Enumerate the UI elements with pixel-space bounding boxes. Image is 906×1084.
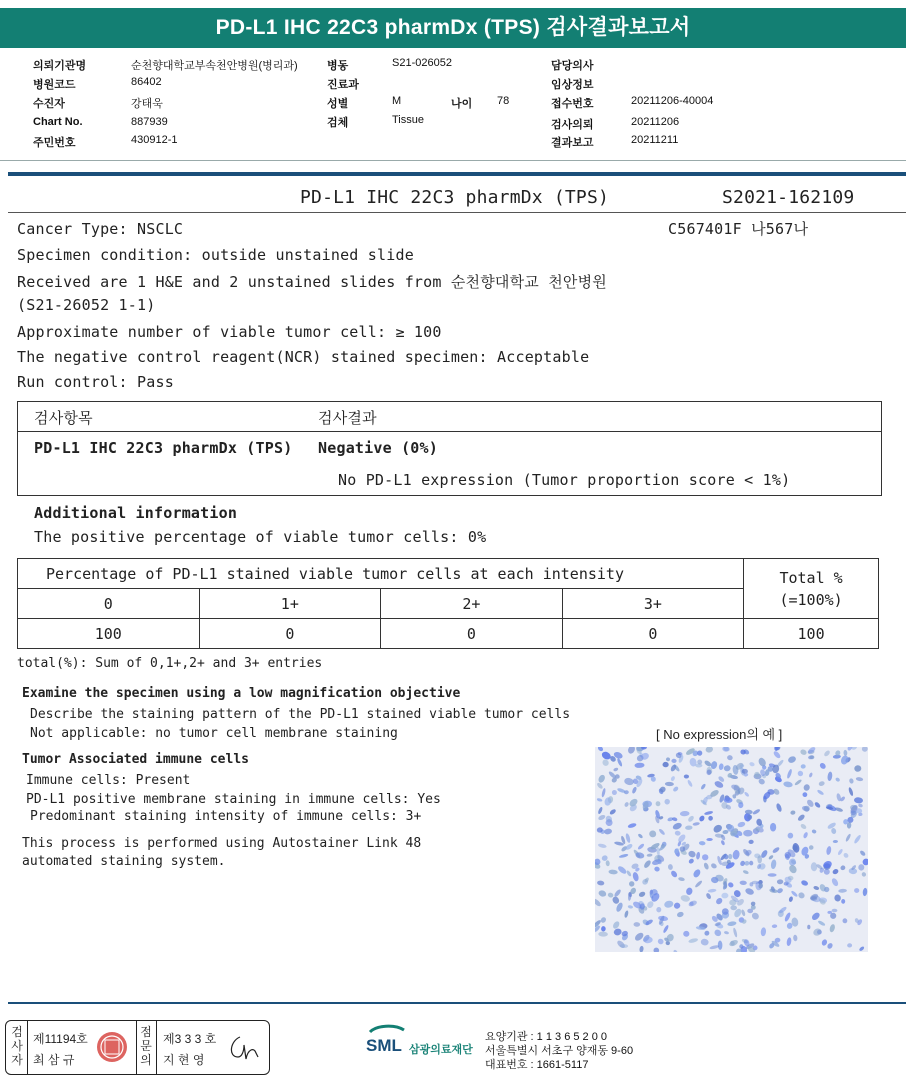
- footer-line: 대표번호 : 1661-5117: [485, 1059, 589, 1071]
- meta-value: 순천향대학교부속천안병원(병리과): [131, 60, 298, 72]
- meta-label: 병동: [327, 60, 349, 72]
- meta-label: 의뢰기관명: [33, 60, 87, 72]
- meta-value-age: 78: [497, 95, 510, 107]
- meta-value: 20211206-40004: [631, 95, 714, 107]
- seal-stamp: [95, 1030, 129, 1064]
- logo-text: SML: [366, 1036, 402, 1055]
- result-col-result: 검사결과: [318, 409, 377, 427]
- report-line: Run control: Pass: [17, 373, 174, 391]
- meta-label: 진료과: [327, 79, 359, 91]
- result-value: Negative (0%): [318, 439, 438, 457]
- divider: [0, 160, 906, 161]
- image-caption: [ No expression의 예 ]: [656, 727, 783, 742]
- immune-line: Predominant staining intensity of immune cells: 3+: [30, 809, 422, 824]
- meta-label: 접수번호: [551, 98, 594, 110]
- meta-value: Tissue: [392, 114, 424, 126]
- meta-value: S21-026052: [392, 57, 452, 69]
- meta-value: 강태욱: [131, 98, 163, 110]
- intensity-cell: 1+: [199, 589, 381, 619]
- pathologist-name: 최 삼 규: [33, 1053, 75, 1067]
- test-title: PD-L1 IHC 22C3 pharmDx (TPS): [300, 187, 610, 208]
- meta-value: 86402: [131, 76, 162, 88]
- report-line: The negative control reagent(NCR) stained specimen: Acceptable: [17, 348, 590, 366]
- meta-label: 결과보고: [551, 137, 594, 149]
- meta-label: 성별: [327, 98, 349, 110]
- report-title: PD-L1 IHC 22C3 pharmDx (TPS) 검사결과보고서: [0, 8, 906, 48]
- nucleus: [824, 869, 830, 875]
- meta-label: Chart No.: [33, 116, 83, 128]
- meta-label: 검사의뢰: [551, 119, 594, 131]
- report-line: Received are 1 H&E and 2 unstained slides from 순천향대학교 천안병원: [17, 273, 607, 291]
- divider-thin: [8, 212, 906, 213]
- license-number: 제11194호: [33, 1032, 88, 1046]
- value-cell: 100: [18, 619, 200, 649]
- org-name: 삼광의료재단: [409, 1044, 473, 1056]
- footer-line: 서울특별시 서초구 양재동 9-60: [485, 1045, 634, 1057]
- pct-table-header: Percentage of PD-L1 stained viable tumor cells at each intensity: [18, 559, 744, 589]
- meta-value: 20211206: [631, 116, 680, 128]
- immune-line: PD-L1 positive membrane staining in immune cells: Yes: [26, 792, 441, 807]
- immune-line: Immune cells: Present: [26, 773, 191, 788]
- value-cell: 0: [562, 619, 744, 649]
- process-line: automated staining system.: [22, 854, 226, 869]
- report-number: S2021-162109: [722, 187, 855, 208]
- report-line: Specimen condition: outside unstained slide: [17, 246, 414, 264]
- intensity-cell: 3+: [562, 589, 744, 619]
- table-note: total(%): Sum of 0,1+,2+ and 3+ entries: [17, 656, 323, 671]
- additional-title: Additional information: [34, 504, 238, 522]
- signature-box: [5, 1020, 270, 1075]
- signature-left-label: 검 사 자: [11, 1025, 23, 1067]
- footer-line: 요양기관 : 1 1 3 6 5 2 0 0: [485, 1031, 608, 1043]
- meta-label: 담당의사: [551, 60, 594, 72]
- meta-value: 20211211: [631, 134, 679, 146]
- specimen-code: C567401F 나567나: [668, 220, 809, 238]
- divider-thick: [8, 172, 906, 176]
- total-header-2: (=100%): [779, 590, 843, 609]
- meta-value: 430912-1: [131, 134, 178, 146]
- meta-label: 주민번호: [33, 137, 76, 149]
- meta-value: 887939: [131, 116, 168, 128]
- total-header-1: Total %: [779, 568, 843, 587]
- nucleus: [768, 873, 777, 876]
- additional-text: The positive percentage of viable tumor cells: 0%: [34, 528, 487, 546]
- result-col-item: 검사항목: [34, 409, 93, 427]
- meta-label: 수진자: [33, 98, 65, 110]
- meta-label: 검체: [327, 117, 349, 129]
- intensity-cell: 2+: [381, 589, 563, 619]
- handwritten-signature: [226, 1031, 264, 1063]
- examine-line: Describe the staining pattern of the PD-L1 stained viable tumor cells: [30, 707, 571, 722]
- meta-label: 임상정보: [551, 79, 594, 91]
- meta-label: 병원코드: [33, 79, 76, 91]
- meta-label-age: 나이: [451, 98, 473, 110]
- report-line: (S21-26052 1-1): [17, 296, 156, 314]
- result-box: [17, 401, 882, 496]
- meta-value: M: [392, 95, 402, 107]
- percentage-table: [17, 558, 879, 649]
- nucleus: [702, 854, 708, 860]
- license-number: 제3 3 3 호: [163, 1032, 217, 1046]
- result-box-divider: [18, 431, 881, 432]
- signature-right-label: 점 문 의: [140, 1025, 152, 1067]
- result-item: PD-L1 IHC 22C3 pharmDx (TPS): [34, 439, 293, 457]
- examine-line: Not applicable: no tumor cell membrane staining: [30, 726, 398, 741]
- immune-title: Tumor Associated immune cells: [22, 752, 249, 767]
- pathologist-name: 지 현 영: [163, 1053, 205, 1067]
- examine-title: Examine the specimen using a low magnification objective: [22, 686, 461, 701]
- process-line: This process is performed using Autostainer Link 48: [22, 836, 422, 851]
- nucleus: [742, 769, 748, 774]
- value-cell: 0: [381, 619, 563, 649]
- nucleus: [770, 823, 776, 832]
- total-cell: 100: [744, 619, 879, 649]
- microscopy-image: [595, 747, 868, 952]
- result-detail: No PD-L1 expression (Tumor proportion score < 1%): [338, 471, 791, 489]
- report-line: Approximate number of viable tumor cell: ≥ 100: [17, 323, 442, 341]
- meta-block: [0, 0, 906, 160]
- report-line: Cancer Type: NSCLC: [17, 220, 184, 238]
- total-header-cell: [744, 559, 879, 619]
- footer-divider: [8, 1002, 906, 1004]
- value-cell: 0: [199, 619, 381, 649]
- intensity-cell: 0: [18, 589, 200, 619]
- nucleus: [807, 925, 810, 930]
